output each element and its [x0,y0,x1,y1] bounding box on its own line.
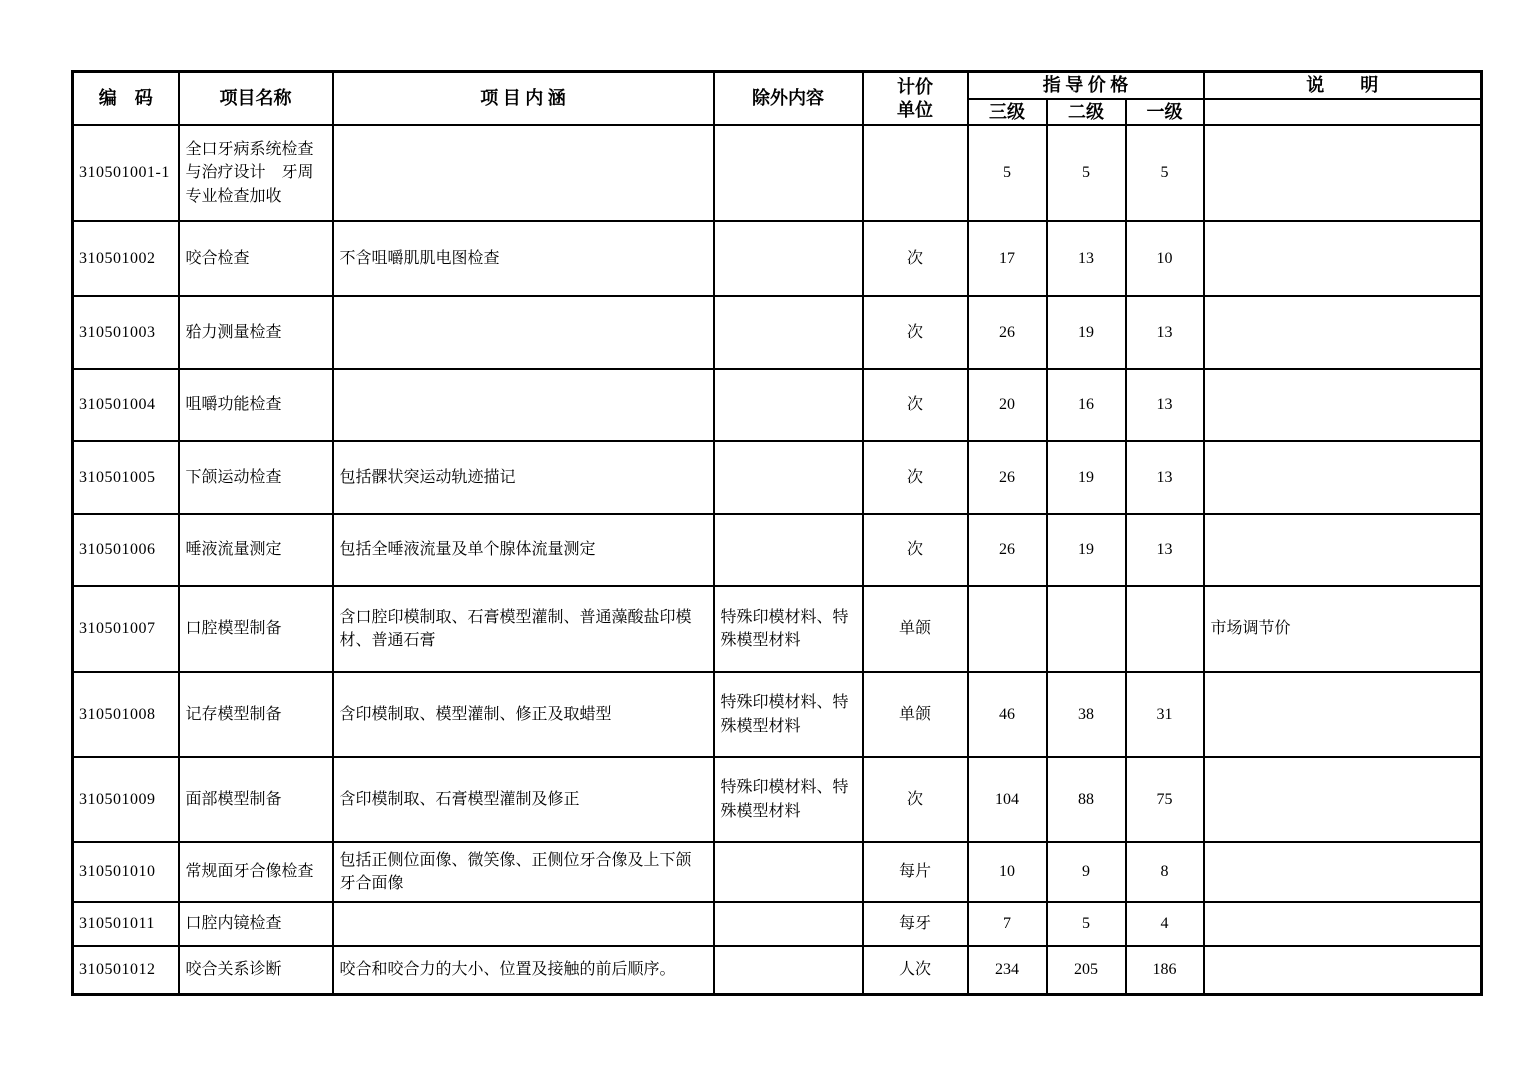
cell-note [1204,672,1482,757]
cell-project-name: 口腔模型制备 [179,586,333,672]
table-row [73,296,1482,369]
cell-excluded [714,946,863,994]
cell-note [1204,441,1482,514]
cell-excluded [714,369,863,441]
cell-price-level1: 4 [1126,902,1204,946]
cell-price-level3: 26 [968,296,1047,369]
cell-project-content: 包括全唾液流量及单个腺体流量测定 [333,514,714,586]
cell-price-level2 [1047,586,1126,672]
cell-unit: 次 [863,369,968,441]
table-row [73,441,1482,514]
pricing-table [71,70,1483,996]
cell-project-name: 唾液流量测定 [179,514,333,586]
cell-project-name: 𬌗力测量检查 [179,296,333,369]
cell-project-content: 咬合和咬合力的大小、位置及接触的前后顺序。 [333,946,714,994]
cell-price-level1: 13 [1126,296,1204,369]
table-body [73,125,1482,994]
table-row [73,842,1482,902]
cell-code: 310501006 [73,514,179,586]
cell-note: 市场调节价 [1204,586,1482,672]
cell-price-level3: 46 [968,672,1047,757]
cell-project-content: 不含咀嚼肌肌电图检查 [333,221,714,296]
header-project-name: 项目名称 [179,72,333,126]
cell-project-name: 咬合关系诊断 [179,946,333,994]
cell-excluded [714,514,863,586]
cell-code: 310501009 [73,757,179,842]
cell-note [1204,514,1482,586]
cell-excluded: 特殊印模材料、特殊模型材料 [714,672,863,757]
header-pricing-unit-line1: 计价 [897,77,933,97]
cell-price-level1: 8 [1126,842,1204,902]
cell-price-level2: 9 [1047,842,1126,902]
cell-price-level2: 38 [1047,672,1126,757]
cell-price-level2: 13 [1047,221,1126,296]
cell-excluded: 特殊印模材料、特殊模型材料 [714,757,863,842]
cell-note [1204,296,1482,369]
cell-code: 310501011 [73,902,179,946]
header-level1: 一级 [1126,99,1204,126]
cell-code: 310501002 [73,221,179,296]
cell-price-level1: 13 [1126,441,1204,514]
cell-project-content [333,369,714,441]
header-pricing-unit-line2: 单位 [897,99,933,120]
table-row [73,514,1482,586]
cell-price-level3: 234 [968,946,1047,994]
cell-note [1204,757,1482,842]
cell-project-name: 口腔内镜检查 [179,902,333,946]
cell-price-level1 [1126,586,1204,672]
cell-code: 310501003 [73,296,179,369]
cell-unit: 每牙 [863,902,968,946]
cell-price-level3: 20 [968,369,1047,441]
cell-note [1204,902,1482,946]
cell-excluded: 特殊印模材料、特殊模型材料 [714,586,863,672]
cell-project-content [333,902,714,946]
cell-project-name: 咀嚼功能检查 [179,369,333,441]
cell-unit: 单颌 [863,586,968,672]
cell-excluded [714,842,863,902]
cell-excluded [714,221,863,296]
cell-price-level3: 5 [968,125,1047,221]
cell-project-content: 含印模制取、石膏模型灌制及修正 [333,757,714,842]
cell-price-level3: 10 [968,842,1047,902]
cell-project-name: 全口牙病系统检查与治疗设计 牙周专业检查加收 [179,125,333,221]
cell-unit: 次 [863,296,968,369]
cell-project-content: 含口腔印模制取、石膏模型灌制、普通藻酸盐印模材、普通石膏 [333,586,714,672]
header-level2: 二级 [1047,99,1126,126]
cell-project-content [333,296,714,369]
cell-price-level2: 19 [1047,296,1126,369]
cell-project-name: 面部模型制备 [179,757,333,842]
header-level3: 三级 [968,99,1047,126]
cell-price-level2: 88 [1047,757,1126,842]
cell-price-level1: 5 [1126,125,1204,221]
cell-project-content: 包括正侧位面像、微笑像、正侧位牙合像及上下颌牙合面像 [333,842,714,902]
cell-code: 310501010 [73,842,179,902]
cell-note [1204,946,1482,994]
cell-unit: 单颌 [863,672,968,757]
cell-excluded [714,296,863,369]
header-guide-price-group: 指 导 价 格 [968,72,1204,99]
cell-project-content: 包括髁状突运动轨迹描记 [333,441,714,514]
cell-unit: 次 [863,757,968,842]
cell-unit: 次 [863,221,968,296]
table-row [73,125,1482,221]
cell-excluded [714,902,863,946]
cell-price-level2: 16 [1047,369,1126,441]
table-header [73,72,1482,126]
cell-price-level2: 19 [1047,514,1126,586]
cell-unit: 每片 [863,842,968,902]
cell-code: 310501008 [73,672,179,757]
cell-price-level1: 13 [1126,514,1204,586]
cell-price-level3 [968,586,1047,672]
cell-price-level1: 186 [1126,946,1204,994]
cell-price-level3: 26 [968,441,1047,514]
cell-code: 310501005 [73,441,179,514]
header-note-sub [1204,99,1482,126]
cell-price-level1: 13 [1126,369,1204,441]
cell-unit: 次 [863,514,968,586]
cell-price-level2: 205 [1047,946,1126,994]
cell-price-level3: 26 [968,514,1047,586]
table-row [73,757,1482,842]
cell-excluded [714,441,863,514]
cell-price-level2: 5 [1047,125,1126,221]
header-excluded-content: 除外内容 [714,72,863,126]
cell-price-level2: 5 [1047,902,1126,946]
header-note: 说 明 [1204,72,1482,99]
cell-note [1204,369,1482,441]
header-project-content: 项 目 内 涵 [333,72,714,126]
cell-code: 310501001-1 [73,125,179,221]
table-row [73,946,1482,994]
cell-price-level3: 7 [968,902,1047,946]
cell-project-name: 下颌运动检查 [179,441,333,514]
cell-price-level1: 10 [1126,221,1204,296]
cell-project-name: 常规面牙合像检查 [179,842,333,902]
cell-code: 310501012 [73,946,179,994]
cell-project-content: 含印模制取、模型灌制、修正及取蜡型 [333,672,714,757]
cell-price-level3: 17 [968,221,1047,296]
cell-price-level2: 19 [1047,441,1126,514]
cell-project-content [333,125,714,221]
table-row [73,221,1482,296]
header-pricing-unit [863,72,968,126]
cell-note [1204,221,1482,296]
cell-code: 310501007 [73,586,179,672]
table-row [73,586,1482,672]
cell-unit: 次 [863,441,968,514]
table-row [73,672,1482,757]
cell-code: 310501004 [73,369,179,441]
table-row [73,369,1482,441]
header-code: 编 码 [73,72,179,126]
cell-project-name: 记存模型制备 [179,672,333,757]
cell-price-level3: 104 [968,757,1047,842]
cell-unit: 人次 [863,946,968,994]
cell-price-level1: 75 [1126,757,1204,842]
cell-unit [863,125,968,221]
cell-project-name: 咬合检查 [179,221,333,296]
table-row [73,902,1482,946]
cell-price-level1: 31 [1126,672,1204,757]
cell-excluded [714,125,863,221]
cell-note [1204,842,1482,902]
cell-note [1204,125,1482,221]
